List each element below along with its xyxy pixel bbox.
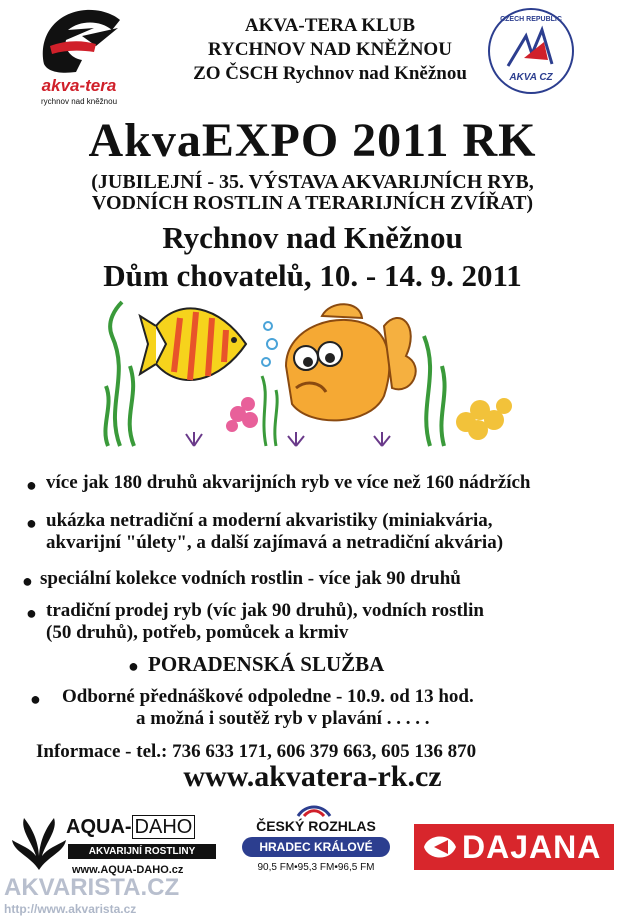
rozhlas-station: HRADEC KRÁLOVÉ <box>242 837 390 857</box>
bullet-6-line-2: a možná i soutěž ryb v plavání . . . . . <box>136 708 430 729</box>
plant-leaves-icon <box>10 816 68 872</box>
grass-tufts-icon <box>186 432 390 446</box>
rozhlas-name: ČESKÝ ROZHLAS <box>256 818 376 834</box>
akva-tera-brand: akva-tera <box>41 76 117 95</box>
aqua-daho-name-b: DAHO <box>132 815 196 839</box>
website-link[interactable]: www.akvatera-rk.cz <box>183 760 442 793</box>
watermark-url: http://www.akvarista.cz <box>4 902 137 916</box>
rozhlas-freq: 90,5 FM•95,3 FM•96,5 FM <box>257 862 375 873</box>
event-subtitle-line-2: VODNÍCH ROSTLIN A TERARIJNÍCH ZVÍŘAT) <box>91 192 534 214</box>
event-title: AkvaEXPO 2011 RK <box>88 114 537 167</box>
akva-cz-logo <box>486 6 576 96</box>
event-subtitle-line-1: (JUBILEJNÍ - 35. VÝSTAVA AKVARIJNÍCH RYB, <box>91 171 534 193</box>
bullet-3 <box>22 568 620 591</box>
bullet-dot-icon: ● <box>30 689 41 709</box>
seaweed-left-icon <box>105 302 134 446</box>
bullet-dot-icon: ● <box>26 603 37 623</box>
bullet-dot-icon: ● <box>22 571 33 591</box>
bullet-1-text: více jak 180 druhů akvarijních ryb ve více než 160 nádržích <box>46 472 531 493</box>
angelfish-icon <box>140 308 246 380</box>
bubbles-icon <box>262 322 277 366</box>
bullet-5 <box>130 653 530 675</box>
bullet-3-text: speciální kolekce vodních rostlin - více jak 90 druhů <box>40 568 461 589</box>
sponsor-cesky-rozhlas[interactable] <box>236 800 396 884</box>
aqua-daho-sub: AKVARIJNÍ ROSTLINY <box>68 844 216 859</box>
club-line-2: RYCHNOV NAD KNĚŽNOU <box>208 39 452 60</box>
akva-tera-logo <box>36 6 122 110</box>
aquarium-illustration <box>100 296 520 456</box>
goldfish-icon <box>286 304 416 420</box>
bullet-dot-icon: ● <box>26 475 37 495</box>
coral-yellow-icon <box>456 398 512 440</box>
akva-cz-bottom-text: AKVA CZ <box>509 72 553 83</box>
club-header <box>180 14 480 86</box>
radio-waves-icon <box>296 800 332 818</box>
dajana-name: DAJANA <box>462 829 602 865</box>
coral-pink-icon <box>226 397 258 432</box>
club-line-3: ZO ČSCH Rychnov nad Kněžnou <box>193 63 467 84</box>
club-line-1: AKVA-TERA KLUB <box>244 15 416 36</box>
event-venue-dates: Dům chovatelů, 10. - 14. 9. 2011 <box>103 258 522 293</box>
sponsor-dajana[interactable] <box>414 824 614 870</box>
bullet-dot-icon: ● <box>128 656 139 676</box>
bullet-2-line-1: ukázka netradiční a moderní akvaristiky (miniakvária, <box>46 510 493 531</box>
dajana-mark-icon <box>422 832 458 862</box>
bullet-dot-icon: ● <box>26 513 37 533</box>
bullet-4-line-1: tradiční prodej ryb (víc jak 90 druhů), vodních rostlin <box>46 600 484 621</box>
aqua-daho-name <box>66 816 195 839</box>
bullet-4 <box>26 600 620 644</box>
contact-info: Informace - tel.: 736 633 171, 606 379 663, 605 136 870 <box>36 741 477 762</box>
bullet-6 <box>30 686 620 730</box>
seaweed-right-icon <box>424 336 445 446</box>
bullet-5-text: PORADENSKÁ SLUŽBA <box>148 652 385 676</box>
seaweed-middle-icon <box>262 376 277 446</box>
event-subtitle <box>0 172 625 214</box>
bullet-4-line-2: (50 druhů), potřeb, pomůcek a krmiv <box>46 622 349 643</box>
event-city: Rychnov nad Kněžnou <box>162 220 463 255</box>
akva-cz-top-text: CZECH REPUBLIC <box>500 16 562 23</box>
bullet-2 <box>26 510 620 554</box>
akva-tera-tagline: rychnov nad kněžnou <box>40 97 118 106</box>
aqua-daho-name-a: AQUA- <box>66 816 132 838</box>
fish-logo-icon <box>36 6 122 78</box>
bullet-1 <box>26 472 620 495</box>
watermark-title: AKVARISTA.CZ <box>4 874 180 901</box>
bullet-2-line-2: akvarijní "úlety", a další zajímavá a netradiční akvária) <box>46 532 504 553</box>
bullet-6-line-1: Odborné přednáškové odpoledne - 10.9. od 13 hod. <box>62 686 474 707</box>
aqua-daho-url: www.AQUA-DAHO.cz <box>72 864 184 876</box>
